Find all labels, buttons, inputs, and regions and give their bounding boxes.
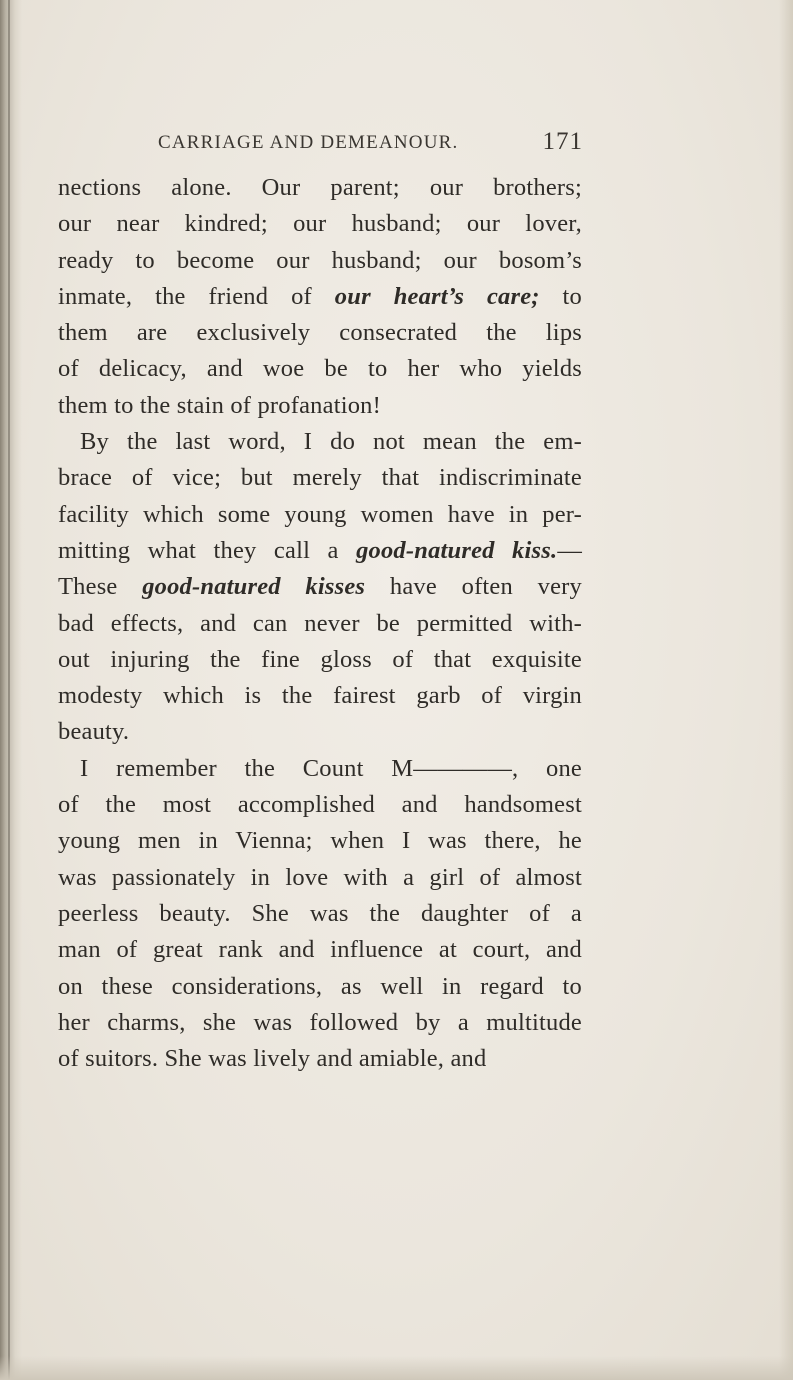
text-line bbox=[58, 896, 582, 932]
text-line bbox=[58, 569, 582, 605]
text-segment: These bbox=[58, 573, 143, 601]
text-line bbox=[58, 388, 582, 424]
text-line bbox=[58, 642, 582, 678]
text-line bbox=[58, 751, 582, 787]
italic-phrase: good-natured kisses bbox=[142, 573, 366, 601]
text-line bbox=[58, 787, 582, 823]
text-segment: — bbox=[557, 536, 583, 564]
text-segment: them are exclusively consecrated the lips bbox=[58, 319, 582, 347]
body-text bbox=[58, 170, 582, 1077]
page-right-edge bbox=[779, 0, 793, 1380]
text-segment: young men in Vienna; when I was there, he bbox=[58, 827, 582, 855]
text-line bbox=[58, 424, 582, 460]
italic-phrase: good-natured kiss. bbox=[356, 536, 558, 564]
italic-phrase: our heart’s care; bbox=[334, 282, 540, 310]
text-segment: bad effects, and can never be permitted with- bbox=[58, 609, 582, 637]
text-line bbox=[58, 279, 582, 315]
text-segment: beauty. bbox=[58, 718, 130, 746]
text-segment: on these considerations, as well in regard to bbox=[58, 972, 582, 1000]
text-segment: of suitors. She was lively and amiable, and bbox=[58, 1045, 487, 1073]
text-segment: was passionately in love with a girl of almost bbox=[58, 863, 582, 891]
text-segment: brace of vice; but merely that indiscriminate bbox=[58, 464, 582, 492]
text-line bbox=[58, 1005, 582, 1041]
text-line bbox=[58, 315, 582, 351]
text-segment: peerless beauty. She was the daughter of a bbox=[58, 899, 582, 927]
text-segment: have often very bbox=[365, 573, 582, 601]
text-line bbox=[58, 533, 582, 569]
text-segment: man of great rank and influence at court, and bbox=[58, 936, 582, 964]
text-line bbox=[58, 497, 582, 533]
page-number: 171 bbox=[542, 128, 583, 155]
text-segment: inmate, the friend of bbox=[58, 282, 335, 310]
text-line bbox=[58, 823, 582, 859]
text-segment: of the most accomplished and handsomest bbox=[58, 791, 582, 819]
text-segment: ready to become our husband; our bosom’s bbox=[58, 246, 582, 274]
text-segment: By the last word, I do not mean the em- bbox=[80, 428, 582, 456]
text-segment: our near kindred; our husband; our lover, bbox=[58, 210, 582, 238]
text-segment: them to the stain of profanation! bbox=[58, 391, 381, 419]
running-head bbox=[158, 128, 583, 160]
page-gutter-shadow bbox=[0, 0, 22, 1380]
text-segment: nections alone. Our parent; our brothers; bbox=[58, 174, 582, 201]
text-line bbox=[58, 606, 582, 642]
text-segment: to bbox=[539, 282, 582, 310]
text-segment: out injuring the fine gloss of that exquisite bbox=[58, 645, 582, 673]
text-line bbox=[58, 351, 582, 387]
text-segment: modesty which is the fairest garb of virgin bbox=[58, 682, 582, 710]
running-head-title: CARRIAGE AND DEMEANOUR. bbox=[158, 132, 459, 153]
text-line bbox=[58, 206, 582, 242]
text-segment: I remember the Count M————, one bbox=[80, 754, 582, 782]
text-line bbox=[58, 170, 582, 206]
text-line bbox=[58, 243, 582, 279]
text-line bbox=[58, 932, 582, 968]
text-line bbox=[58, 460, 582, 496]
text-segment: her charms, she was followed by a multitude bbox=[58, 1008, 582, 1036]
text-line bbox=[58, 969, 582, 1005]
text-segment: of delicacy, and woe be to her who yields bbox=[58, 355, 582, 383]
text-line bbox=[58, 860, 582, 896]
binding-edge bbox=[8, 0, 10, 1380]
text-segment: mitting what they call a bbox=[58, 536, 357, 564]
text-line bbox=[58, 714, 582, 750]
text-line bbox=[58, 678, 582, 714]
text-line bbox=[58, 1041, 582, 1077]
page-bottom-edge bbox=[0, 1356, 793, 1380]
text-segment: facility which some young women have in per- bbox=[58, 500, 582, 528]
